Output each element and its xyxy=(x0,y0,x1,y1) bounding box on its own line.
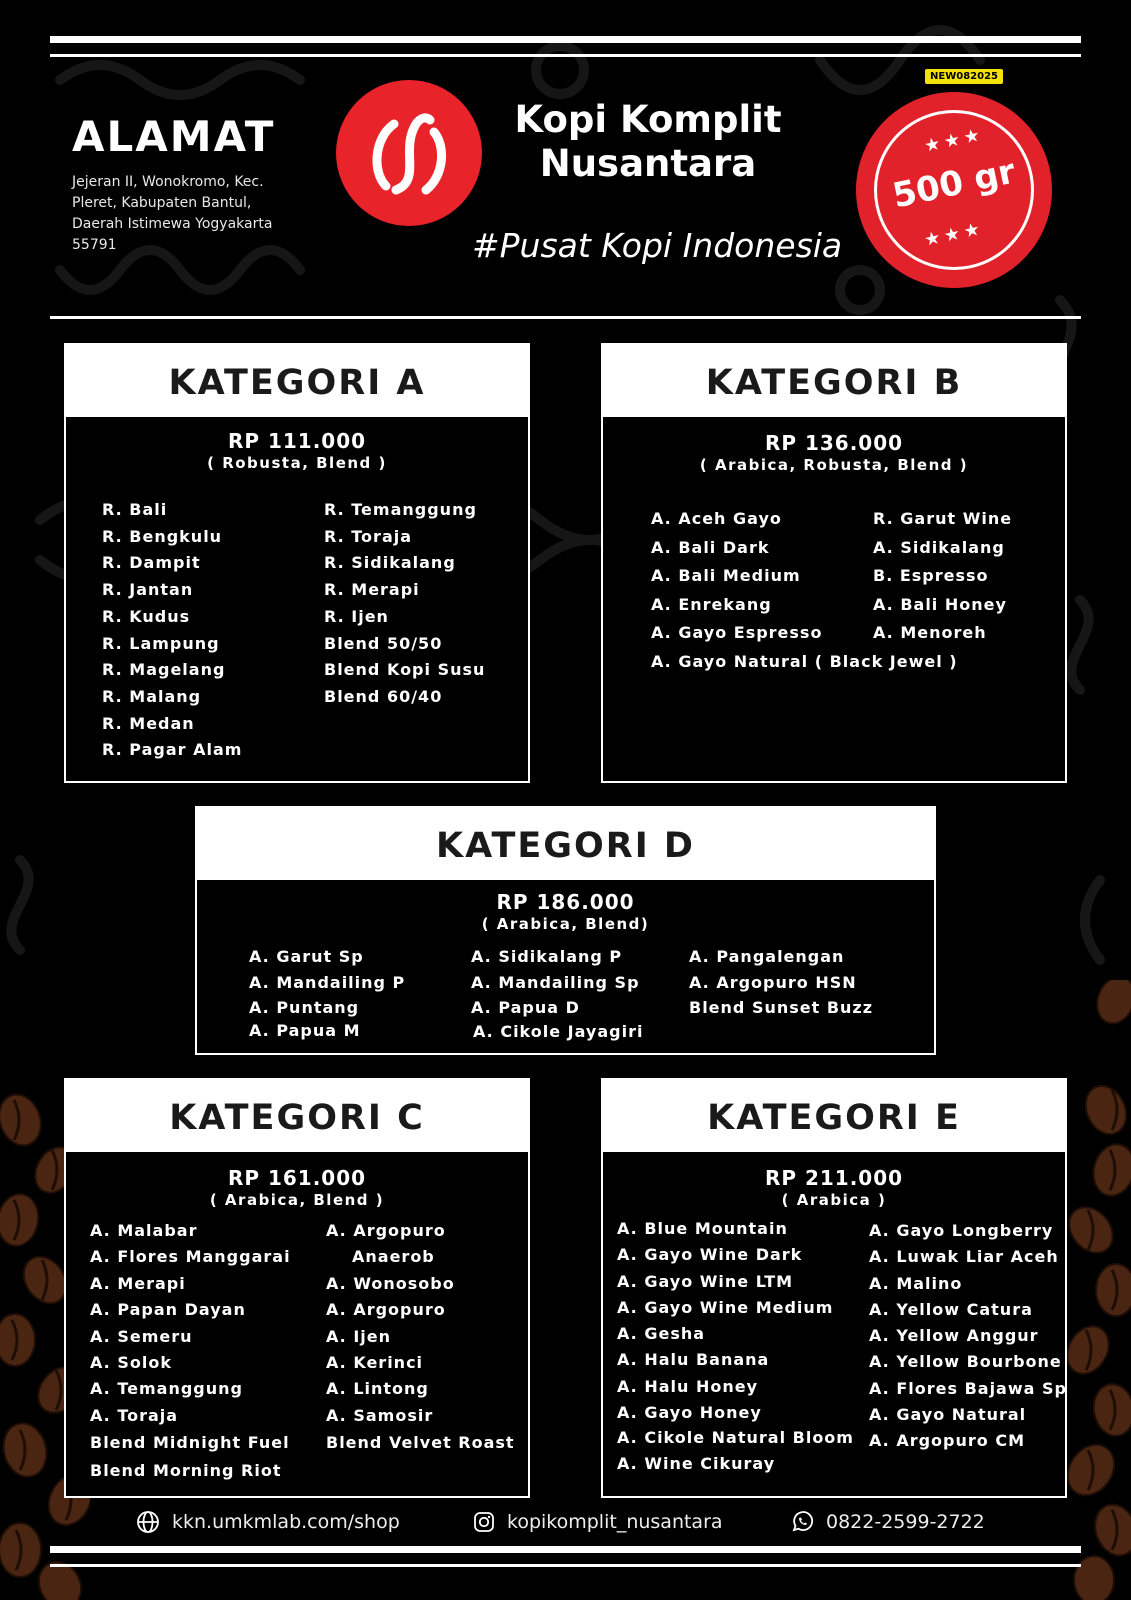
category-title: KATEGORI A xyxy=(66,345,528,417)
list-item: A. Samosir xyxy=(326,1405,434,1425)
list-item: A. Gayo Espresso xyxy=(651,623,823,642)
list-item: A. Gayo Longberry xyxy=(869,1221,1054,1240)
variety-list xyxy=(873,505,1012,648)
variety-list xyxy=(471,944,643,1043)
list-item: A. Argopuro CM xyxy=(869,1431,1026,1451)
list-item: A. Bali Medium xyxy=(651,566,801,585)
instagram-handle[interactable]: kopikomplit_nusantara xyxy=(507,1511,723,1533)
top-rule-thick xyxy=(50,36,1081,43)
list-item: A. Luwak Liar Aceh xyxy=(869,1247,1059,1267)
list-item: Blend Morning Riot xyxy=(90,1461,282,1481)
list-item: A. Halu Honey xyxy=(617,1376,759,1396)
list-item: Anaerob xyxy=(352,1247,435,1267)
list-item: R. Medan xyxy=(102,713,195,733)
list-item: A. Yellow Anggur xyxy=(869,1326,1039,1346)
list-item: A. Gayo Natural xyxy=(869,1405,1027,1425)
category-type: ( Robusta, Blend ) xyxy=(207,454,387,472)
list-item: R. Toraja xyxy=(324,526,413,546)
list-item: R. Merapi xyxy=(324,580,420,600)
address-line: Pleret, Kabupaten Bantul, xyxy=(72,195,252,211)
list-item: A. Solok xyxy=(90,1353,172,1373)
list-item: R. Sidikalang xyxy=(324,553,456,573)
website-link[interactable]: kkn.umkmlab.com/shop xyxy=(172,1511,400,1533)
list-item: A. Toraja xyxy=(90,1405,179,1425)
category-b-card xyxy=(601,343,1067,783)
list-item: Blend Velvet Roast xyxy=(326,1433,515,1453)
list-item: Blend Midnight Fuel xyxy=(90,1433,290,1453)
category-type: ( Arabica, Robusta, Blend ) xyxy=(699,456,969,474)
address-line: Daerah Istimewa Yogyakarta xyxy=(72,216,273,232)
list-item: R. Jantan xyxy=(102,580,194,600)
list-item: A. Mandailing Sp xyxy=(471,972,640,992)
bottom-rule-thin xyxy=(50,1564,1081,1567)
list-item: A. Argopuro xyxy=(326,1221,446,1240)
list-item: A. Garut Sp xyxy=(249,947,364,966)
coffee-beans-right xyxy=(1066,980,1131,1600)
top-rule-thin xyxy=(50,54,1081,57)
list-item: A. Halu Banana xyxy=(617,1350,770,1370)
stamp-weight-text: 500 gr xyxy=(889,151,1019,217)
list-item: A. Enrekang xyxy=(651,594,772,614)
list-item: A. Malino xyxy=(869,1273,963,1293)
list-item: A. Pangalengan xyxy=(689,947,845,966)
address-text xyxy=(72,172,322,256)
weight-stamp xyxy=(856,92,1052,288)
stars-icon: ★★★ xyxy=(922,123,986,158)
list-item: A. Wonosobo xyxy=(326,1273,455,1293)
category-price: RP 136.000 xyxy=(764,431,904,455)
list-item: A. Kerinci xyxy=(326,1353,424,1373)
list-item: A. Aceh Gayo xyxy=(651,509,782,528)
whatsapp-icon xyxy=(790,1510,814,1534)
variety-list xyxy=(249,944,405,1041)
variety-list xyxy=(90,1218,291,1485)
category-title: KATEGORI C xyxy=(66,1080,528,1152)
list-item: A. Sidikalang P xyxy=(471,947,623,966)
category-type: ( Arabica ) xyxy=(781,1191,887,1209)
footer-instagram[interactable] xyxy=(473,1507,723,1537)
list-item: A. Blue Mountain xyxy=(617,1219,788,1238)
address-line: 55791 xyxy=(72,237,117,253)
variety-list xyxy=(869,1218,1067,1455)
list-item: A. Lintong xyxy=(326,1379,429,1399)
category-title: KATEGORI E xyxy=(603,1080,1065,1152)
list-item: A. Argopuro HSN xyxy=(689,972,857,992)
list-item: A. Papan Dayan xyxy=(90,1300,246,1320)
list-item: A. Wine Cikuray xyxy=(617,1453,776,1473)
category-price: RP 111.000 xyxy=(227,429,367,453)
list-item: A. Temanggung xyxy=(90,1379,243,1399)
category-price: RP 161.000 xyxy=(227,1166,367,1190)
globe-icon xyxy=(136,1510,160,1534)
list-item: A. Argopuro xyxy=(326,1300,446,1320)
list-item: A. Merapi xyxy=(90,1273,186,1293)
list-item: Blend Sunset Buzz xyxy=(689,998,874,1017)
list-item: A. Papua D xyxy=(471,998,580,1017)
list-item: A. Yellow Catura xyxy=(869,1299,1033,1319)
variety-list xyxy=(102,497,242,764)
list-item: R. Ijen xyxy=(324,606,389,626)
list-item: Blend 60/40 xyxy=(324,686,443,706)
list-item: A. Gesha xyxy=(617,1324,706,1344)
list-item: R. Pagar Alam xyxy=(102,740,243,760)
category-c-card xyxy=(64,1078,530,1498)
address-line: Jejeran II, Wonokromo, Kec. xyxy=(72,174,264,190)
list-item: A. Bali Dark xyxy=(651,537,770,557)
list-item: A. Flores Bajawa Sp xyxy=(869,1378,1067,1398)
list-item: A. Menoreh xyxy=(873,623,987,642)
brand-name-line: Nusantara xyxy=(539,142,757,185)
category-price: RP 211.000 xyxy=(764,1166,904,1190)
variety-list xyxy=(689,944,873,1021)
category-title: KATEGORI B xyxy=(603,345,1065,417)
whatsapp-number[interactable]: 0822-2599-2722 xyxy=(826,1511,985,1533)
category-type: ( Arabica, Blend ) xyxy=(209,1191,385,1209)
list-item: R. Lampung xyxy=(102,633,220,653)
variety-list xyxy=(324,497,485,711)
category-title: KATEGORI D xyxy=(197,808,934,880)
list-item: A. Gayo Wine Medium xyxy=(617,1297,834,1317)
list-item: A. Flores Manggarai xyxy=(90,1247,291,1267)
list-item: A. Semeru xyxy=(90,1326,193,1346)
list-item: A. Gayo Wine Dark xyxy=(617,1245,803,1265)
list-item: Blend 50/50 xyxy=(324,633,443,653)
list-item: A. Gayo Natural ( Black Jewel ) xyxy=(651,651,958,671)
stars-icon: ★★★ xyxy=(922,217,986,252)
list-item: R. Malang xyxy=(102,686,202,706)
address-heading: ALAMAT xyxy=(72,112,276,161)
coffee-bean-logo-icon xyxy=(336,80,482,226)
instagram-icon xyxy=(473,1511,495,1533)
list-item: R. Magelang xyxy=(102,660,226,680)
list-item: R. Bali xyxy=(102,500,168,519)
list-item: A. Gayo Honey xyxy=(617,1403,762,1423)
category-a-card xyxy=(64,343,530,783)
category-type: ( Arabica, Blend) xyxy=(481,915,650,933)
list-item: R. Garut Wine xyxy=(873,509,1013,528)
list-item: A. Puntang xyxy=(249,998,360,1017)
brand-logo xyxy=(336,80,482,226)
list-item: Blend Kopi Susu xyxy=(324,660,486,680)
tagline: #Pusat Kopi Indonesia xyxy=(472,226,843,265)
variety-list xyxy=(617,1216,854,1477)
list-item: A. Cikole Jayagiri xyxy=(473,1021,644,1041)
list-item: A. Cikole Natural Bloom xyxy=(617,1428,854,1448)
footer-whatsapp[interactable] xyxy=(790,1507,985,1537)
variety-list xyxy=(326,1218,515,1457)
list-item: A. Gayo Wine LTM xyxy=(617,1271,794,1291)
list-item: A. Sidikalang xyxy=(873,537,1005,557)
list-item: R. Kudus xyxy=(102,606,191,626)
list-item: R. Temanggung xyxy=(324,500,477,519)
product-code-badge: NEW082025 xyxy=(925,69,1003,84)
header-divider xyxy=(50,316,1081,319)
list-item: A. Yellow Bourbone xyxy=(869,1352,1062,1372)
footer-website[interactable] xyxy=(136,1507,400,1537)
list-item: R. Bengkulu xyxy=(102,526,223,546)
bottom-rule-thick xyxy=(50,1546,1081,1553)
category-e-card xyxy=(601,1078,1067,1498)
brand-name xyxy=(498,98,798,186)
list-item: A. Bali Honey xyxy=(873,594,1007,614)
category-price: RP 186.000 xyxy=(496,890,635,914)
brand-name-line: Kopi Komplit xyxy=(514,98,782,141)
list-item: A. Ijen xyxy=(326,1326,392,1346)
list-item: A. Malabar xyxy=(90,1221,198,1240)
category-d-card xyxy=(195,806,936,1055)
list-item: B. Espresso xyxy=(873,566,989,585)
list-item: A. Mandailing P xyxy=(249,972,406,992)
list-item: A. Papua M xyxy=(249,1020,361,1040)
list-item: R. Dampit xyxy=(102,553,201,573)
